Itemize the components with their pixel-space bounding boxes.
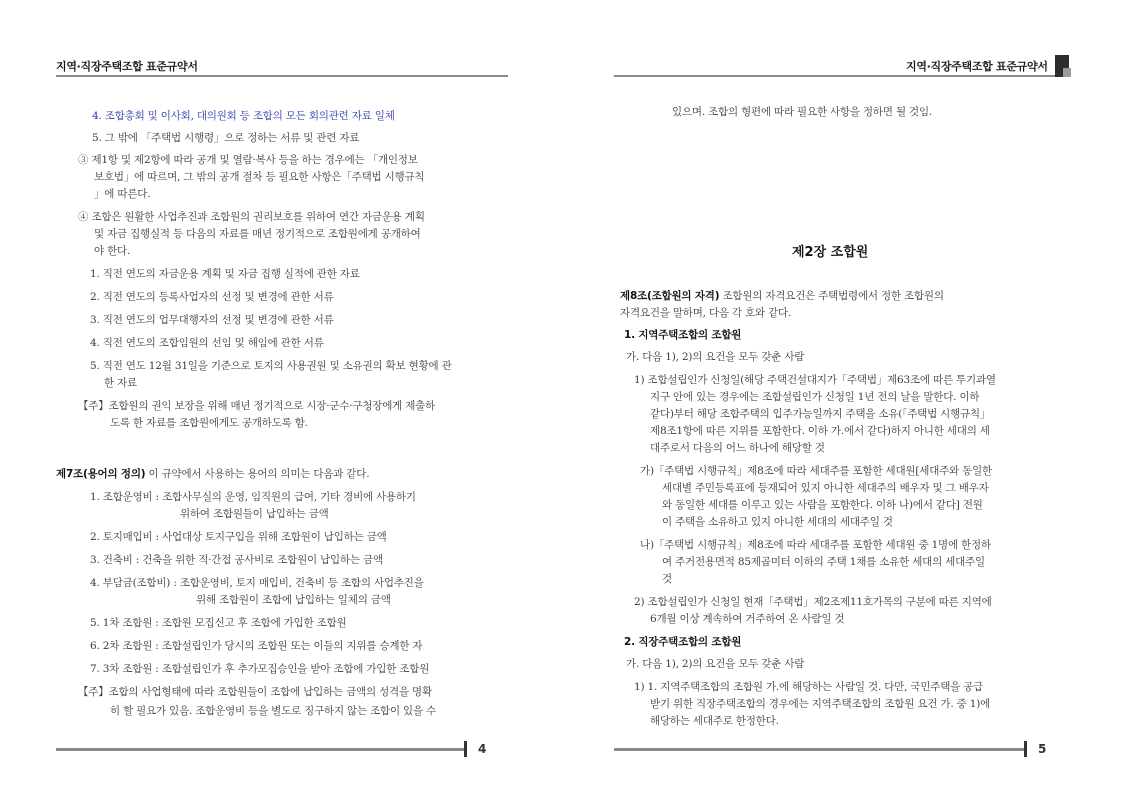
list-item: 가)「주택법 시행규칙」제8조에 따라 세대주를 포함한 세대원[세대주와 동일한 — [640, 465, 992, 477]
definition-item: 2. 토지매입비 : 사업대상 토지구입을 위해 조합원이 납입하는 금액 — [90, 531, 387, 543]
list-item: 지구 안에 있는 경우에는 조합설립인가 신청일 1년 전의 날을 말한다. 이하 — [650, 391, 980, 403]
section-heading: 1. 지역주택조합의 조합원 — [624, 329, 742, 341]
section-heading: 2. 직장주택조합의 조합원 — [624, 636, 742, 648]
definition-item: 4. 부담금(조합비) : 조합운영비, 토지 매입비, 건축비 등 조합의 사업추진을 — [90, 577, 424, 589]
article-7-heading — [56, 466, 369, 483]
article-title: 제8조(조합원의 자격) — [620, 290, 720, 302]
list-item: 1) 1. 지역주택조합의 조합원 가.에 해당하는 사람일 것. 다만, 국민주택을 공급 — [634, 681, 984, 693]
list-item: 것 — [662, 573, 672, 585]
header-rule-right — [614, 75, 1063, 77]
footer-rule-right — [614, 748, 1026, 751]
paragraph-line: ③ 제1항 및 제2항에 따라 공개 및 열람·복사 등을 하는 경우에는 「개인정보 — [78, 154, 418, 166]
list-item: 2) 조합설립인가 신청일 현재「주택법」제2조제11호가목의 구분에 따른 지역에 — [634, 596, 992, 608]
list-item: 4. 조합총회 및 이사회, 대의원회 등 조합의 모든 회의관련 자료 일체 — [92, 110, 395, 122]
definition-item: 6. 2차 조합원 : 조합설립인가 당시의 조합원 또는 이들의 지위를 승계한 자 — [90, 640, 423, 652]
list-item: 4. 직전 연도의 조합임원의 선임 및 해임에 관한 서류 — [90, 337, 324, 349]
list-item: 가. 다음 1), 2)의 요건을 모두 갖춘 사람 — [626, 658, 805, 670]
definition-item: 1. 조합운영비 : 조합사무실의 운영, 임직원의 급여, 기타 경비에 사용하기 — [90, 491, 416, 503]
paragraph-line: 및 자금 집행실적 등 다음의 자료를 매년 정기적으로 조합원에게 공개하여 — [94, 228, 421, 240]
header-block-light — [1063, 68, 1071, 77]
list-item: 나)「주택법 시행규칙」제8조에 따라 세대주를 포함한 세대원 중 1명에 한정하 — [640, 539, 991, 551]
footer-tick-left — [464, 741, 467, 757]
header-title-right: 지역·직장주택조합 표준규약서 — [906, 60, 1048, 73]
note-line: 히 할 필요가 있음. 조합운영비 등을 별도로 징구하지 않는 조합이 있을 수 — [110, 705, 436, 717]
list-item: 해당하는 세대주로 한정한다. — [650, 715, 779, 727]
note-line: 【주】조합원의 권익 보장을 위해 매년 정기적으로 시장·군수·구청장에게 제출하 — [78, 400, 436, 412]
list-item: 가. 다음 1), 2)의 요건을 모두 갖춘 사람 — [626, 351, 805, 363]
paragraph-line: 있으며. 조합의 형편에 따라 필요한 사항을 정하면 될 것임. — [672, 106, 933, 118]
article-text: 이 규약에서 사용하는 용어의 의미는 다음과 같다. — [145, 468, 370, 480]
paragraph-line: ④ 조합은 원활한 사업추진과 조합원의 권리보호를 위하여 연간 자금운용 계획 — [78, 211, 425, 223]
list-item: 5. 그 밖에 「주택법 시행령」으로 정하는 서류 및 관련 자료 — [92, 132, 360, 144]
paragraph-line: 보호법」에 따르며, 그 밖의 공개 절차 등 필요한 사항은「주택법 시행규칙 — [94, 171, 425, 183]
list-item: 제8조1항에 따른 지위를 포함한다. 이하 가.에서 같다)하지 아니한 세대의 세 — [650, 425, 990, 437]
list-item: 5. 직전 연도 12월 31일을 기준으로 토지의 사용권원 및 소유권의 확보 현황에 관 — [90, 360, 452, 372]
paragraph-line: 」에 따른다. — [94, 188, 151, 200]
page-number-right: 5 — [1038, 742, 1047, 756]
list-item: 이 주택을 소유하고 있지 아니한 세대의 세대주일 것 — [662, 516, 893, 528]
list-item: 1. 직전 연도의 자금운용 계획 및 자금 집행 실적에 관한 자료 — [90, 268, 360, 280]
article-text: 조합원의 자격요건은 주택법령에서 정한 조합원의 — [719, 290, 944, 302]
header-title-left: 지역·직장주택조합 표준규약서 — [56, 60, 198, 73]
header-rule-left — [56, 75, 508, 77]
right-page — [560, 0, 1121, 793]
list-item: 대주로서 다음의 어느 하나에 해당할 것 — [650, 442, 825, 454]
definition-item: 3. 건축비 : 건축을 위한 직·간접 공사비로 조합원이 납입하는 금액 — [90, 554, 383, 566]
list-item: 3. 직전 연도의 업무대행자의 선정 및 변경에 관한 서류 — [90, 314, 334, 326]
definition-item: 5. 1차 조합원 : 조합원 모집신고 후 조합에 가입한 조합원 — [90, 617, 347, 629]
list-item: 같다)부터 해당 조합주택의 입주가능일까지 주택을 소유(「주택법 시행규칙」 — [650, 408, 991, 420]
list-item: 6개월 이상 계속하여 거주하여 온 사람일 것 — [650, 613, 845, 625]
article-8-heading — [620, 288, 944, 305]
left-page — [0, 0, 560, 793]
list-item: 세대별 주민등록표에 등재되어 있지 아니한 세대주의 배우자 및 그 배우자 — [662, 482, 989, 494]
list-item: 와 동일한 세대를 이루고 있는 사람을 포함한다. 이하 나)에서 같다] 전원 — [662, 499, 983, 511]
chapter-title: 제2장 조합원 — [792, 245, 869, 260]
definition-item: 위해 조합원이 조합에 납입하는 일체의 금액 — [196, 594, 391, 606]
definition-item: 위하여 조합원들이 납입하는 금액 — [180, 508, 329, 520]
article-title: 제7조(용어의 정의) — [56, 468, 146, 480]
list-item: 2. 직전 연도의 등록사업자의 선정 및 변경에 관한 서류 — [90, 291, 334, 303]
page-number-left: 4 — [478, 742, 487, 756]
list-item: 여 주거전용면적 85제곱미터 이하의 주택 1채를 소유한 세대의 세대주일 — [662, 556, 985, 568]
footer-rule-left — [56, 748, 466, 751]
list-item: 한 자료 — [104, 377, 137, 389]
list-item: 1) 조합설립인가 신청일(해당 주택건설대지가「주택법」제63조에 따른 투기과열 — [634, 374, 996, 386]
list-item: 받기 위한 직장주택조합의 경우에는 지역주택조합의 조합원 요건 가. 중 1)에 — [650, 698, 991, 710]
paragraph-line: 자격요건을 말하며, 다음 각 호와 같다. — [620, 307, 792, 319]
paragraph-line: 야 한다. — [94, 245, 131, 257]
note-line: 【주】조합의 사업형태에 따라 조합원들이 조합에 납입하는 금액의 성격을 명확 — [78, 686, 432, 698]
footer-tick-right — [1024, 741, 1027, 757]
definition-item: 7. 3차 조합원 : 조합설립인가 후 추가모집승인을 받아 조합에 가입한 조합원 — [90, 663, 430, 675]
note-line: 도록 한 자료를 조합원에게도 공개하도록 함. — [110, 417, 308, 429]
